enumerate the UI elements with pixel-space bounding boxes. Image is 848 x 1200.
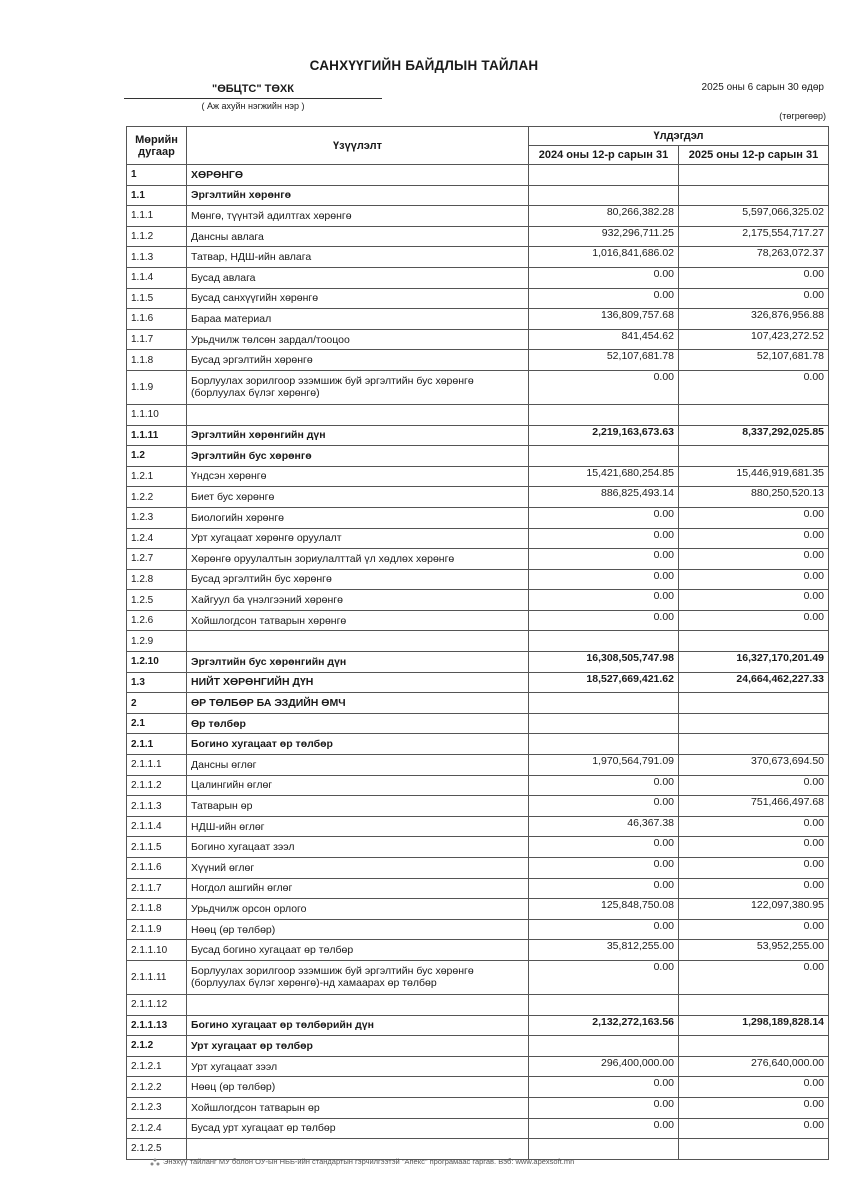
company-name: "ӨБЦТС" ТӨХК: [212, 83, 294, 95]
row-label: Хүүний өглөг: [187, 858, 529, 879]
table-row: [127, 919, 829, 940]
row-value-2024: 136,809,757.68: [529, 309, 679, 330]
row-value-2024: 0.00: [529, 878, 679, 899]
row-value-2025: [679, 994, 829, 1015]
row-value-2025: 16,327,170,201.49: [679, 652, 829, 673]
table-row: [127, 329, 829, 350]
row-value-2025: 78,263,072.37: [679, 247, 829, 268]
table-row: [127, 796, 829, 817]
row-code: 2.1.1.1: [127, 755, 187, 776]
row-value-2024: 932,296,711.25: [529, 226, 679, 247]
table-row: [127, 267, 829, 288]
row-value-2024: 0.00: [529, 1077, 679, 1098]
row-label: Мөнгө, түүнтэй адилтгах хөрөнгө: [187, 206, 529, 227]
row-code: 1.1.1: [127, 206, 187, 227]
row-label: ӨР ТӨЛБӨР БА ЭЗДИЙН ӨМЧ: [187, 693, 529, 714]
row-value-2024: [529, 1036, 679, 1057]
table-row: [127, 590, 829, 611]
table-row: [127, 652, 829, 673]
row-value-2024: 0.00: [529, 1118, 679, 1139]
row-label: Эргэлтийн бус хөрөнгө: [187, 446, 529, 467]
row-value-2024: 0.00: [529, 775, 679, 796]
row-value-2025: 0.00: [679, 288, 829, 309]
table-row: [127, 631, 829, 652]
row-value-2024: 2,219,163,673.63: [529, 425, 679, 446]
table-row: [127, 775, 829, 796]
table-row: [127, 672, 829, 693]
row-value-2025: 0.00: [679, 528, 829, 549]
report-date: 2025 оны 6 сарын 30 өдөр: [701, 82, 824, 93]
row-value-2025: [679, 693, 829, 714]
row-code: 1.2.4: [127, 528, 187, 549]
row-label: Богино хугацаат өр төлбөрийн дүн: [187, 1015, 529, 1036]
table-row: [127, 165, 829, 186]
row-value-2024: 0.00: [529, 569, 679, 590]
row-value-2025: [679, 404, 829, 425]
row-value-2025: [679, 185, 829, 206]
row-value-2025: 0.00: [679, 549, 829, 570]
row-label: Эргэлтийн бус хөрөнгийн дүн: [187, 652, 529, 673]
row-label: Бусад эргэлтийн бус хөрөнгө: [187, 569, 529, 590]
row-value-2025: 107,423,272.52: [679, 329, 829, 350]
row-code: 2.1.1: [127, 734, 187, 755]
row-value-2025: 0.00: [679, 878, 829, 899]
table-row: [127, 1015, 829, 1036]
row-value-2024: [529, 693, 679, 714]
row-label: Татвар, НДШ-ийн авлага: [187, 247, 529, 268]
row-value-2025: 1,298,189,828.14: [679, 1015, 829, 1036]
table-row: [127, 878, 829, 899]
table-row: [127, 816, 829, 837]
row-label: Хөрөнгө оруулалтын зориулалттай үл хөдлөх хөрөнгө: [187, 549, 529, 570]
row-code: 1.1.4: [127, 267, 187, 288]
row-label: Өр төлбөр: [187, 713, 529, 734]
table-row: [127, 226, 829, 247]
table-row: [127, 446, 829, 467]
row-code: 2.1.2: [127, 1036, 187, 1057]
table-row: [127, 206, 829, 227]
row-code: 1.1: [127, 185, 187, 206]
table-row: [127, 837, 829, 858]
row-label: Нөөц (өр төлбөр): [187, 919, 529, 940]
row-code: 2.1: [127, 713, 187, 734]
row-label: [187, 631, 529, 652]
row-code: 1.2.8: [127, 569, 187, 590]
row-code: 2.1.1.11: [127, 960, 187, 994]
row-value-2024: [529, 994, 679, 1015]
row-value-2025: [679, 1036, 829, 1057]
row-code: 2.1.2.2: [127, 1077, 187, 1098]
row-code: 1.1.10: [127, 404, 187, 425]
row-label: Эргэлтийн хөрөнгө: [187, 185, 529, 206]
table-row: [127, 1036, 829, 1057]
row-value-2025: [679, 713, 829, 734]
row-value-2024: [529, 404, 679, 425]
row-code: 2.1.1.9: [127, 919, 187, 940]
table-row: [127, 1077, 829, 1098]
row-label: НИЙТ ХӨРӨНГИЙН ДҮН: [187, 672, 529, 693]
header-name: Үзүүлэлт: [187, 127, 529, 165]
row-label: Урьдчилж орсон орлого: [187, 899, 529, 920]
row-value-2025: [679, 631, 829, 652]
row-value-2025: 0.00: [679, 837, 829, 858]
row-value-2025: 0.00: [679, 960, 829, 994]
row-label: Борлуулах зорилгоор эзэмшиж буй эргэлтийн бус хөрөнгө (борлуулах бүлэг хөрөнгө): [187, 370, 529, 404]
row-code: 2.1.1.6: [127, 858, 187, 879]
table-row: [127, 288, 829, 309]
row-label: Бусад эргэлтийн хөрөнгө: [187, 350, 529, 371]
table-row: [127, 713, 829, 734]
table-row: [127, 858, 829, 879]
row-label: [187, 404, 529, 425]
row-value-2025: 24,664,462,227.33: [679, 672, 829, 693]
row-value-2024: 0.00: [529, 549, 679, 570]
row-label: Борлуулах зорилгоор эзэмшиж буй эргэлтийн бус хөрөнгө (борлуулах бүлэг хөрөнгө)-нд хамаарах өр төлбөр: [187, 960, 529, 994]
apex-logo-icon: [150, 1158, 160, 1166]
row-code: 1.1.11: [127, 425, 187, 446]
row-value-2025: [679, 446, 829, 467]
row-value-2024: 16,308,505,747.98: [529, 652, 679, 673]
row-value-2024: 125,848,750.08: [529, 899, 679, 920]
row-label: Биет бус хөрөнгө: [187, 487, 529, 508]
table-row: [127, 350, 829, 371]
row-label: Биологийн хөрөнгө: [187, 507, 529, 528]
row-code: 1.1.3: [127, 247, 187, 268]
row-label: Бусад богино хугацаат өр төлбөр: [187, 940, 529, 961]
row-value-2024: [529, 185, 679, 206]
row-value-2025: 0.00: [679, 610, 829, 631]
row-value-2025: 751,466,497.68: [679, 796, 829, 817]
row-code: 1.2.6: [127, 610, 187, 631]
row-code: 2.1.2.3: [127, 1097, 187, 1118]
row-code: 1.2.10: [127, 652, 187, 673]
row-value-2024: 0.00: [529, 590, 679, 611]
row-label: Цалингийн өглөг: [187, 775, 529, 796]
row-value-2024: 0.00: [529, 267, 679, 288]
header-col1: 2024 оны 12-р сарын 31: [529, 146, 679, 165]
row-value-2024: 80,266,382.28: [529, 206, 679, 227]
header-col2: 2025 оны 12-р сарын 31: [679, 146, 829, 165]
table-row: [127, 549, 829, 570]
row-label: Бусад санхүүгийн хөрөнгө: [187, 288, 529, 309]
company-underline: [124, 98, 382, 99]
row-value-2025: 326,876,956.88: [679, 309, 829, 330]
row-value-2024: 0.00: [529, 528, 679, 549]
row-value-2025: 0.00: [679, 1077, 829, 1098]
row-label: Богино хугацаат зээл: [187, 837, 529, 858]
row-value-2024: 1,016,841,686.02: [529, 247, 679, 268]
table-row: [127, 528, 829, 549]
row-code: 1.2.3: [127, 507, 187, 528]
row-code: 2.1.1.8: [127, 899, 187, 920]
row-code: 1.2: [127, 446, 187, 467]
row-code: 2.1.1.12: [127, 994, 187, 1015]
table-row: [127, 247, 829, 268]
row-value-2024: 0.00: [529, 370, 679, 404]
company-caption: ( Аж ахуйн нэгжийн нэр ): [201, 101, 305, 111]
table-row: [127, 755, 829, 776]
row-value-2025: 52,107,681.78: [679, 350, 829, 371]
row-code: 1.2.1: [127, 466, 187, 487]
row-value-2025: 0.00: [679, 267, 829, 288]
row-code: 2: [127, 693, 187, 714]
table-row: [127, 466, 829, 487]
row-value-2025: 8,337,292,025.85: [679, 425, 829, 446]
table-row: [127, 960, 829, 994]
table-row: [127, 994, 829, 1015]
row-code: 1.1.7: [127, 329, 187, 350]
row-value-2025: 122,097,380.95: [679, 899, 829, 920]
row-value-2024: 2,132,272,163.56: [529, 1015, 679, 1036]
row-code: 1: [127, 165, 187, 186]
row-label: Бусад авлага: [187, 267, 529, 288]
row-value-2024: 0.00: [529, 796, 679, 817]
balance-sheet-table: [126, 126, 829, 1160]
row-value-2024: 1,970,564,791.09: [529, 755, 679, 776]
table-row: [127, 734, 829, 755]
row-value-2025: 0.00: [679, 590, 829, 611]
table-row: [127, 1118, 829, 1139]
row-value-2025: 0.00: [679, 569, 829, 590]
row-label: Бараа материал: [187, 309, 529, 330]
row-label: Дансны авлага: [187, 226, 529, 247]
row-code: 1.2.7: [127, 549, 187, 570]
row-label: Урт хугацаат хөрөнгө оруулалт: [187, 528, 529, 549]
row-code: 1.1.6: [127, 309, 187, 330]
row-code: 2.1.2.1: [127, 1056, 187, 1077]
row-label: Хойшлогдсон татварын хөрөнгө: [187, 610, 529, 631]
row-value-2024: 18,527,669,421.62: [529, 672, 679, 693]
row-code: 2.1.1.5: [127, 837, 187, 858]
row-value-2024: 296,400,000.00: [529, 1056, 679, 1077]
row-code: 1.1.8: [127, 350, 187, 371]
row-label: Хайгуул ба үнэлгээний хөрөнгө: [187, 590, 529, 611]
table-row: [127, 507, 829, 528]
footer: [150, 1157, 574, 1166]
row-label: Хойшлогдсон татварын өр: [187, 1097, 529, 1118]
row-value-2025: 0.00: [679, 858, 829, 879]
row-value-2024: 0.00: [529, 837, 679, 858]
row-value-2025: [679, 165, 829, 186]
row-value-2024: 0.00: [529, 919, 679, 940]
row-code: 2.1.1.2: [127, 775, 187, 796]
table-row: [127, 569, 829, 590]
row-code: 2.1.1.4: [127, 816, 187, 837]
row-label: [187, 994, 529, 1015]
row-value-2024: 0.00: [529, 960, 679, 994]
row-value-2024: 52,107,681.78: [529, 350, 679, 371]
row-value-2024: [529, 631, 679, 652]
row-label: Богино хугацаат өр төлбөр: [187, 734, 529, 755]
table-row: [127, 309, 829, 330]
row-value-2025: 53,952,255.00: [679, 940, 829, 961]
row-value-2024: 15,421,680,254.85: [529, 466, 679, 487]
row-value-2024: [529, 713, 679, 734]
row-label: ХӨРӨНГӨ: [187, 165, 529, 186]
header-balance: Үлдэгдэл: [529, 127, 829, 146]
row-label: Нөөц (өр төлбөр): [187, 1077, 529, 1098]
row-value-2024: 0.00: [529, 858, 679, 879]
table-row: [127, 185, 829, 206]
row-label: НДШ-ийн өглөг: [187, 816, 529, 837]
row-label: Урт хугацаат зээл: [187, 1056, 529, 1077]
row-value-2024: 46,367.38: [529, 816, 679, 837]
row-value-2024: [529, 734, 679, 755]
table-row: [127, 610, 829, 631]
table-row: [127, 404, 829, 425]
row-code: 1.2.5: [127, 590, 187, 611]
row-code: 1.3: [127, 672, 187, 693]
row-value-2024: 886,825,493.14: [529, 487, 679, 508]
row-label: Татварын өр: [187, 796, 529, 817]
row-value-2025: 0.00: [679, 1118, 829, 1139]
table-row: [127, 370, 829, 404]
row-value-2024: 0.00: [529, 1097, 679, 1118]
table-row: [127, 1056, 829, 1077]
row-value-2025: 0.00: [679, 370, 829, 404]
row-label: Урьдчилж төлсөн зардал/тооцоо: [187, 329, 529, 350]
table-body: [127, 165, 829, 1160]
row-code: 1.2.2: [127, 487, 187, 508]
row-value-2024: [529, 165, 679, 186]
report-title: САНХҮҮГИЙН БАЙДЛЫН ТАЙЛАН: [309, 58, 539, 73]
row-code: 1.2.9: [127, 631, 187, 652]
row-label: Ногдол ашгийн өглөг: [187, 878, 529, 899]
footer-text: Энэхүү тайланг МУ болон ОУ-ын НББ-ийн стандартын гэрчилгээтэй "Апекс" програмаас гаргав. Вэб: www.apexsoft.mn: [163, 1157, 575, 1166]
row-value-2025: 0.00: [679, 775, 829, 796]
row-value-2025: 0.00: [679, 507, 829, 528]
table-row: [127, 1097, 829, 1118]
table-row: [127, 693, 829, 714]
row-value-2025: 0.00: [679, 1097, 829, 1118]
row-code: 2.1.1.13: [127, 1015, 187, 1036]
row-value-2024: 35,812,255.00: [529, 940, 679, 961]
row-value-2025: [679, 734, 829, 755]
row-code: 1.1.2: [127, 226, 187, 247]
row-code: 2.1.1.3: [127, 796, 187, 817]
header-code: Мөрийн дугаар: [127, 127, 187, 165]
row-value-2024: 0.00: [529, 610, 679, 631]
row-value-2025: 0.00: [679, 816, 829, 837]
row-value-2024: 841,454.62: [529, 329, 679, 350]
currency-note: (төгрөгөөр): [779, 111, 826, 121]
row-code: 2.1.2.5: [127, 1139, 187, 1160]
row-value-2025: 0.00: [679, 919, 829, 940]
row-value-2025: 370,673,694.50: [679, 755, 829, 776]
row-code: 1.1.5: [127, 288, 187, 309]
row-code: 2.1.1.10: [127, 940, 187, 961]
row-value-2024: 0.00: [529, 288, 679, 309]
row-value-2025: 880,250,520.13: [679, 487, 829, 508]
table-row: [127, 487, 829, 508]
row-code: 2.1.2.4: [127, 1118, 187, 1139]
row-value-2024: [529, 446, 679, 467]
row-value-2025: 2,175,554,717.27: [679, 226, 829, 247]
row-label: Бусад урт хугацаат өр төлбөр: [187, 1118, 529, 1139]
row-value-2025: 5,597,066,325.02: [679, 206, 829, 227]
row-value-2025: 15,446,919,681.35: [679, 466, 829, 487]
row-label: Эргэлтийн хөрөнгийн дүн: [187, 425, 529, 446]
row-value-2024: 0.00: [529, 507, 679, 528]
table-row: [127, 940, 829, 961]
row-code: 1.1.9: [127, 370, 187, 404]
row-code: 2.1.1.7: [127, 878, 187, 899]
table-row: [127, 899, 829, 920]
row-label: Үндсэн хөрөнгө: [187, 466, 529, 487]
table-row: [127, 425, 829, 446]
row-value-2025: [679, 1139, 829, 1160]
row-value-2025: 276,640,000.00: [679, 1056, 829, 1077]
row-label: Дансны өглөг: [187, 755, 529, 776]
row-label: Урт хугацаат өр төлбөр: [187, 1036, 529, 1057]
